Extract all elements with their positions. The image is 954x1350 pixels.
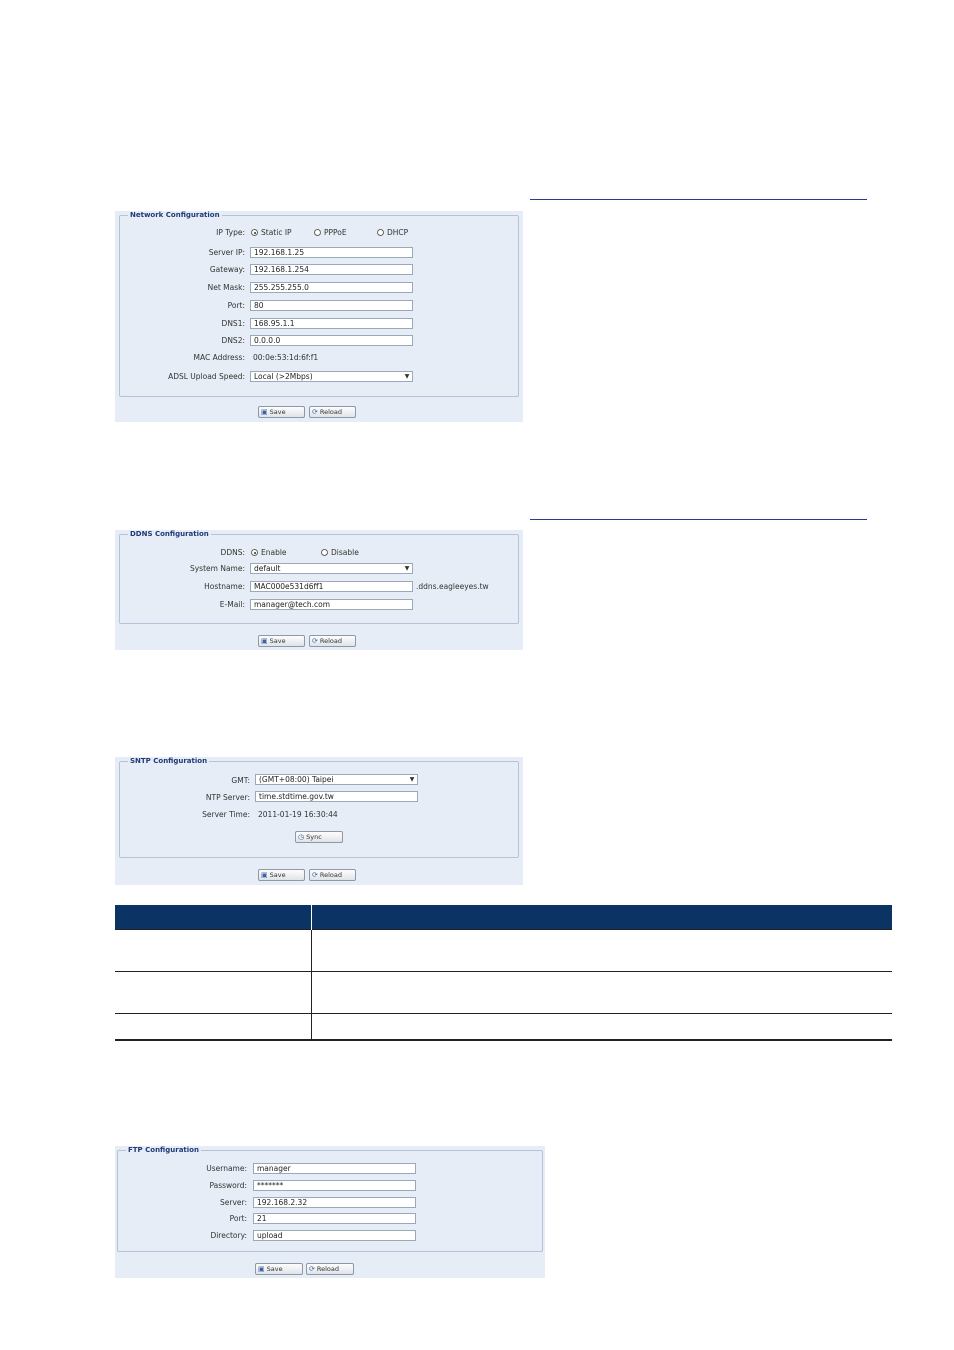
password-label: Password: (209, 1181, 247, 1190)
gmt-select[interactable]: (GMT+08:00) Taipei ▼ (255, 774, 418, 785)
table-header-cell (312, 905, 893, 930)
server-ip-input[interactable]: 192.168.1.25 (250, 247, 413, 258)
dns1-input[interactable]: 168.95.1.1 (250, 318, 413, 329)
radio-ddns-enable[interactable]: Enable (251, 548, 287, 558)
radio-static-ip[interactable]: Static IP (251, 228, 292, 238)
ddns-label: DDNS: (220, 548, 245, 557)
table-row (115, 1014, 892, 1040)
radio-ddns-disable[interactable]: Disable (321, 548, 359, 558)
chevron-down-icon: ▼ (409, 776, 415, 783)
sntp-config-panel (115, 757, 523, 885)
table-header-row (115, 905, 892, 930)
table-cell (312, 972, 893, 1014)
username-label: Username: (206, 1164, 247, 1173)
table-cell (115, 930, 312, 972)
netmask-input[interactable]: 255.255.255.0 (250, 282, 413, 293)
table-row (115, 972, 892, 1014)
reload-arrows-icon: ⟳ (312, 637, 318, 645)
server-time-value: 2011-01-19 16:30:44 (258, 810, 338, 819)
network-save-button[interactable]: ▣ Save (258, 406, 305, 418)
radio-checked-icon (251, 549, 258, 556)
ntp-server-input[interactable]: time.stdtime.gov.tw (255, 791, 418, 802)
gmt-label: GMT: (231, 776, 250, 785)
password-input[interactable]: ******* (253, 1180, 416, 1191)
reload-arrows-icon: ⟳ (309, 1265, 315, 1273)
adsl-select[interactable]: Local (>2Mbps) ▼ (250, 371, 413, 382)
radio-unchecked-icon (314, 229, 321, 236)
parameter-table (115, 905, 892, 1041)
radio-unchecked-icon (321, 549, 328, 556)
mac-label: MAC Address: (193, 353, 245, 362)
sntp-reload-button[interactable]: ⟳ Reload (309, 869, 356, 881)
table-cell (115, 972, 312, 1014)
ftp-config-panel (115, 1146, 545, 1278)
gateway-input[interactable]: 192.168.1.254 (250, 264, 413, 275)
floppy-disk-icon: ▣ (261, 408, 268, 416)
table-header-cell (115, 905, 312, 930)
network-legend: Network Configuration (130, 211, 220, 219)
port-input[interactable]: 80 (250, 300, 413, 311)
ftp-server-input[interactable]: 192.168.2.32 (253, 1197, 416, 1208)
sync-button[interactable]: ◷ Sync (295, 831, 343, 843)
link-underline-network (530, 199, 867, 200)
port-label: Port: (227, 301, 245, 310)
server-time-label: Server Time: (202, 810, 250, 819)
mac-value: 00:0e:53:1d:6f:f1 (253, 353, 319, 362)
dns2-input[interactable]: 0.0.0.0 (250, 335, 413, 346)
floppy-disk-icon: ▣ (261, 871, 268, 879)
radio-checked-icon (251, 229, 258, 236)
ftp-port-label: Port: (229, 1214, 247, 1223)
ddns-legend: DDNS Configuration (130, 530, 209, 538)
ftp-reload-button[interactable]: ⟳ Reload (306, 1263, 354, 1275)
directory-label: Directory: (210, 1231, 247, 1240)
gateway-label: Gateway: (209, 265, 245, 274)
dns2-label: DNS2: (221, 336, 245, 345)
ftp-server-label: Server: (220, 1198, 247, 1207)
ntp-server-label: NTP Server: (205, 793, 250, 802)
ddns-reload-button[interactable]: ⟳ Reload (309, 635, 356, 647)
ddns-save-button[interactable]: ▣ Save (258, 635, 305, 647)
ip-type-label: IP Type: (216, 228, 245, 237)
adsl-label: ADSL Upload Speed: (168, 372, 245, 381)
chevron-down-icon: ▼ (404, 373, 410, 380)
reload-arrows-icon: ⟳ (312, 408, 318, 416)
netmask-label: Net Mask: (207, 283, 245, 292)
network-reload-button[interactable]: ⟳ Reload (309, 406, 356, 418)
chevron-down-icon: ▼ (404, 565, 410, 572)
username-input[interactable]: manager (253, 1163, 416, 1174)
ftp-port-input[interactable]: 21 (253, 1213, 416, 1224)
ddns-config-panel (115, 530, 523, 650)
hostname-input[interactable]: MAC000e531d6ff1 (250, 581, 413, 592)
table-row (115, 930, 892, 972)
radio-pppoe[interactable]: PPPoE (314, 228, 347, 238)
sntp-save-button[interactable]: ▣ Save (258, 869, 305, 881)
system-name-label: System Name: (189, 564, 245, 573)
server-ip-label: Server IP: (208, 248, 245, 257)
floppy-disk-icon: ▣ (261, 637, 268, 645)
sntp-legend: SNTP Configuration (130, 757, 208, 765)
sync-clock-icon: ◷ (298, 833, 305, 841)
hostname-suffix: .ddns.eagleeyes.tw (416, 582, 489, 591)
email-input[interactable]: manager@tech.com (250, 599, 413, 610)
table-cell (115, 1014, 312, 1040)
system-name-select[interactable]: default ▼ (250, 563, 413, 574)
ftp-save-button[interactable]: ▣ Save (255, 1263, 303, 1275)
reload-arrows-icon: ⟳ (312, 871, 318, 879)
link-underline-ddns (530, 519, 867, 520)
radio-dhcp[interactable]: DHCP (377, 228, 408, 238)
table-cell (312, 1014, 893, 1040)
email-label: E-Mail: (219, 600, 245, 609)
hostname-label: Hostname: (204, 582, 245, 591)
network-config-panel (115, 211, 523, 422)
table-cell (312, 930, 893, 972)
floppy-disk-icon: ▣ (258, 1265, 265, 1273)
ftp-legend: FTP Configuration (128, 1146, 199, 1154)
directory-input[interactable]: upload (253, 1230, 416, 1241)
radio-unchecked-icon (377, 229, 384, 236)
dns1-label: DNS1: (221, 319, 245, 328)
